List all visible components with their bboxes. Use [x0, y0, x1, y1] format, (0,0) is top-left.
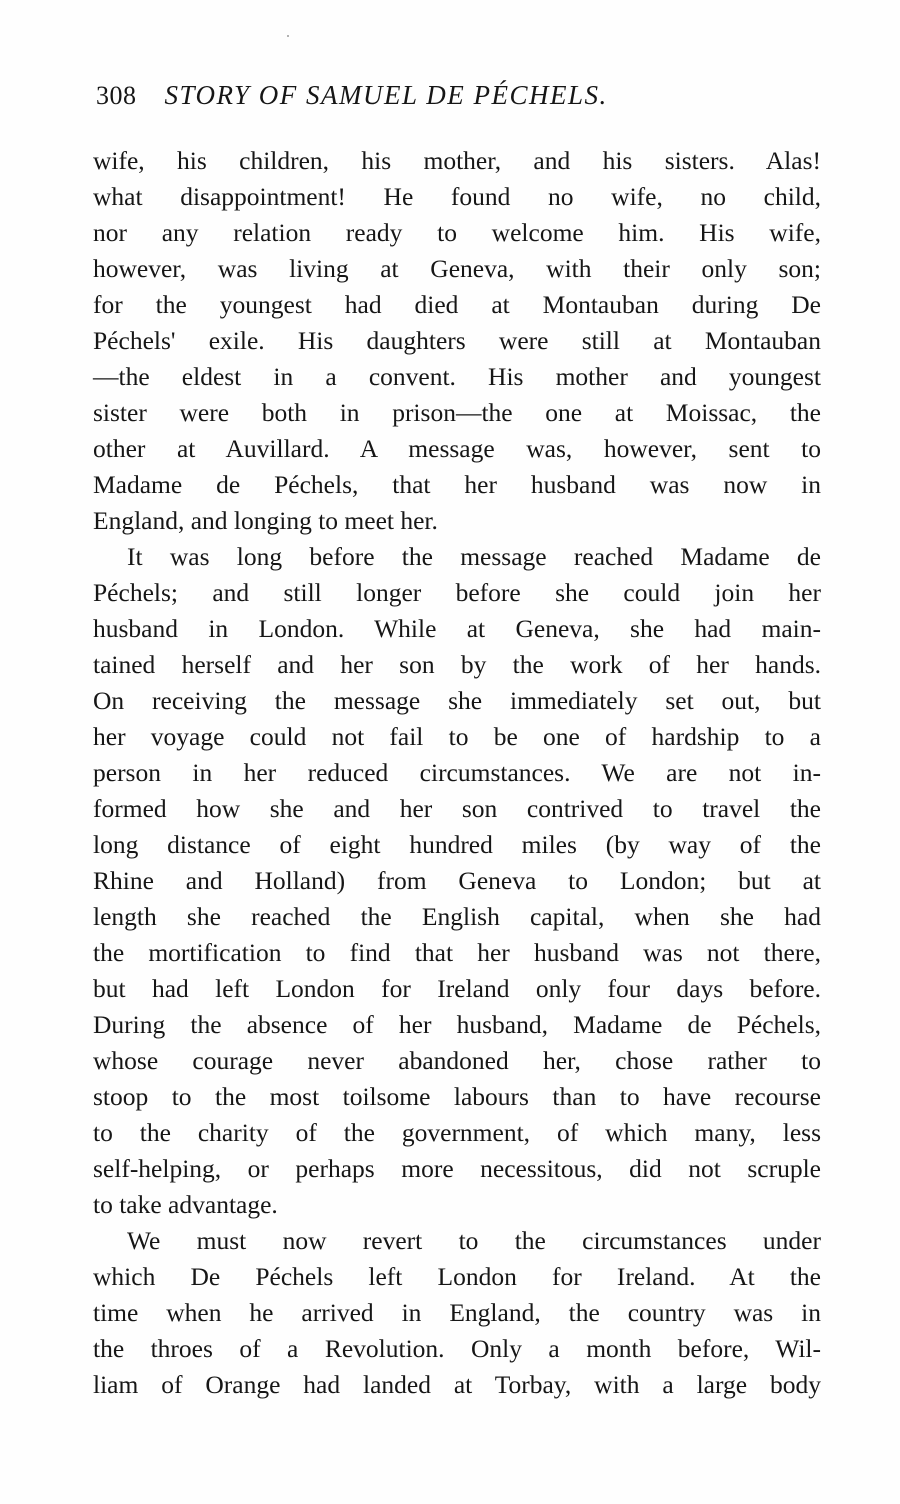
text-line: to take advantage. [93, 1190, 278, 1219]
text-line: wife, his children, his mother, and his sisters. Alas! [93, 146, 821, 175]
text-line: the mortification to find that her husband was not there, [93, 938, 821, 967]
text-line: her voyage could not fail to be one of hardship to a [93, 722, 821, 751]
paragraph-2 [93, 539, 821, 1223]
text-line: formed how she and her son contrived to travel the [93, 794, 821, 823]
text-line: Péchels' exile. His daughters were still at Montauban [93, 326, 821, 355]
text-line: sister were both in prison—the one at Moissac, the [93, 398, 821, 427]
paper-speck [287, 35, 289, 37]
text-line: to the charity of the government, of which many, less [93, 1118, 821, 1147]
text-line: England, and longing to meet her. [93, 506, 438, 535]
text-line: During the absence of her husband, Madame de Péchels, [93, 1010, 821, 1039]
text-line: nor any relation ready to welcome him. His wife, [93, 218, 821, 247]
text-line: self-helping, or perhaps more necessitous, did not scruple [93, 1154, 821, 1183]
text-line: what disappointment! He found no wife, no child, [93, 182, 821, 211]
text-line: liam of Orange had landed at Torbay, with a large body [93, 1370, 821, 1399]
text-line: Madame de Péchels, that her husband was now in [93, 470, 821, 499]
text-line: long distance of eight hundred miles (by way of the [93, 830, 821, 859]
text-line: We must now revert to the circumstances under [127, 1226, 821, 1255]
page-number: 308 [96, 81, 137, 110]
text-line: tained herself and her son by the work of her hands. [93, 650, 821, 679]
paragraph-1 [93, 143, 821, 539]
text-line: time when he arrived in England, the country was in [93, 1298, 821, 1327]
text-line: length she reached the English capital, when she had [93, 902, 821, 931]
text-line: but had left London for Ireland only four days before. [93, 974, 821, 1003]
text-line: Péchels; and still longer before she could join her [93, 578, 821, 607]
text-line: for the youngest had died at Montauban during De [93, 290, 821, 319]
running-title: STORY OF SAMUEL DE PÉCHELS. [164, 80, 608, 110]
text-line: husband in London. While at Geneva, she had main- [93, 614, 821, 643]
body-text [93, 143, 821, 1403]
text-line: whose courage never abandoned her, chose rather to [93, 1046, 821, 1075]
text-line: —the eldest in a convent. His mother and youngest [93, 362, 821, 391]
text-line: stoop to the most toilsome labours than to have recourse [93, 1082, 821, 1111]
running-head [96, 80, 826, 120]
text-line: however, was living at Geneva, with their only son; [93, 254, 821, 283]
text-line: which De Péchels left London for Ireland. At the [93, 1262, 821, 1291]
text-line: other at Auvillard. A message was, however, sent to [93, 434, 821, 463]
text-line: It was long before the message reached Madame de [127, 542, 821, 571]
text-line: Rhine and Holland) from Geneva to London; but at [93, 866, 821, 895]
text-line: On receiving the message she immediately set out, but [93, 686, 821, 715]
text-line: the throes of a Revolution. Only a month before, Wil- [93, 1334, 821, 1363]
text-line: person in her reduced circumstances. We are not in- [93, 758, 821, 787]
paragraph-3 [93, 1223, 821, 1403]
